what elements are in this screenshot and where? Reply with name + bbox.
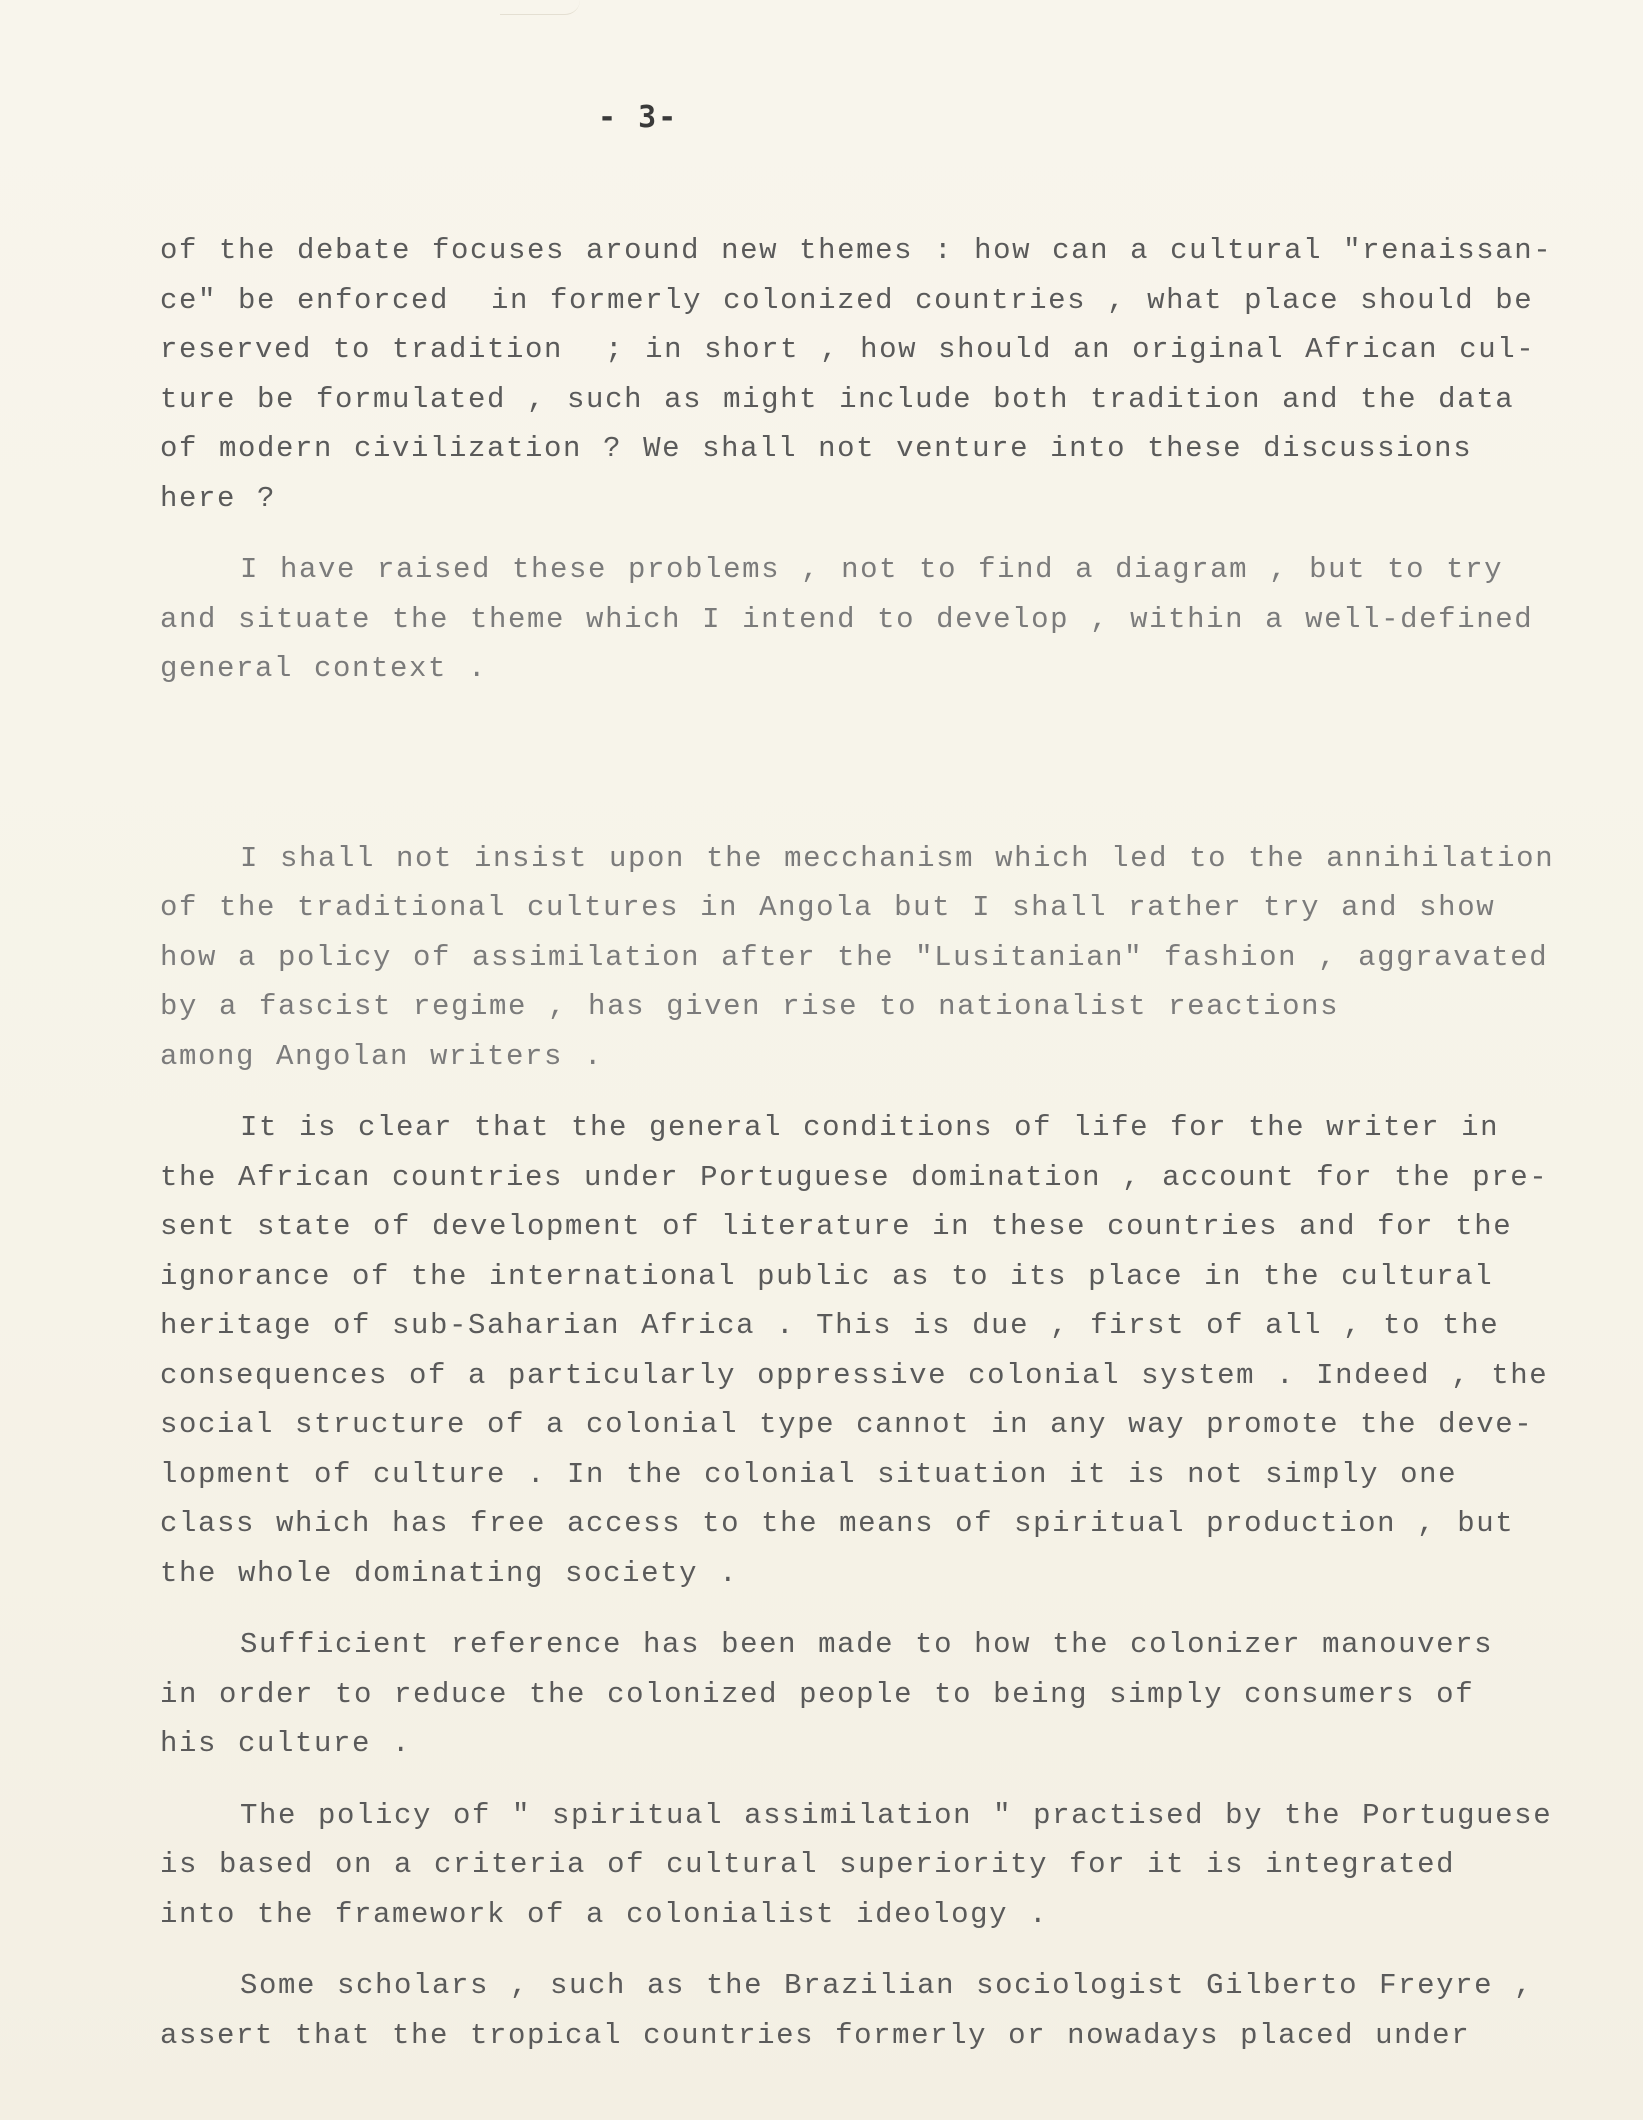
text-line: sent state of development of literature in these countries and for the xyxy=(160,1210,1513,1243)
page-number: - 3- xyxy=(598,100,679,135)
text-line: into the framework of a colonialist ideology . xyxy=(160,1897,1049,1931)
text-line: It is clear that the general conditions of life for the writer in xyxy=(240,1111,1500,1144)
text-line: assert that the tropical countries formerly or nowadays placed under xyxy=(160,2018,1471,2052)
text-line: ignorance of the international public as to its place in the cultural xyxy=(160,1259,1494,1293)
text-line: in order to reduce the colonized people to being simply consumers of xyxy=(160,1677,1475,1711)
text-line: social structure of a colonial type cannot in any way promote the deve- xyxy=(160,1408,1534,1441)
text-line: is based on a criteria of cultural superiority for it is integrated xyxy=(160,1848,1456,1881)
paragraph xyxy=(160,1103,1640,1598)
text-line: general context . xyxy=(160,652,488,685)
paragraph xyxy=(160,1620,1640,1769)
text-line: among Angolan writers . xyxy=(160,1039,604,1073)
text-line: of the traditional cultures in Angola but I shall rather try and show xyxy=(160,891,1496,924)
document-body xyxy=(160,226,1640,2060)
text-line: by a fascist regime , has given rise to nationalist reactions xyxy=(160,990,1340,1023)
text-line: the whole dominating society . xyxy=(160,1556,739,1590)
text-line: heritage of sub-Saharian Africa . This is due , first of all , to the xyxy=(160,1309,1500,1342)
paragraph xyxy=(160,1961,1640,2060)
paragraph xyxy=(160,1791,1640,1940)
paragraph xyxy=(160,226,1640,523)
text-line: here ? xyxy=(160,481,277,515)
text-line: and situate the theme which I intend to develop , within a well-defined xyxy=(160,602,1534,636)
text-line: his culture . xyxy=(160,1727,412,1760)
text-line: Some scholars , such as the Brazilian sociologist Gilberto Freyre , xyxy=(240,1969,1534,2002)
paragraph xyxy=(160,834,1640,1082)
text-line: of the debate focuses around new themes : how can a cultural "renaissan- xyxy=(160,234,1553,267)
text-line: of modern civilization ? We shall not venture into these discussions xyxy=(160,432,1473,465)
text-line: I have raised these problems , not to find a diagram , but to try xyxy=(240,553,1504,586)
paragraph xyxy=(160,545,1640,694)
text-line: the African countries under Portuguese domination , account for the pre- xyxy=(160,1160,1549,1194)
text-line: consequences of a particularly oppressive colonial system . Indeed , the xyxy=(160,1358,1549,1392)
text-line: lopment of culture . In the colonial situation it is not simply one xyxy=(160,1457,1458,1491)
text-line: I shall not insist upon the mecchanism which led to the annihilation xyxy=(240,841,1555,875)
text-line: ture be formulated , such as might include both tradition and the data xyxy=(160,382,1515,416)
paper-fold-mark xyxy=(500,0,580,15)
text-line: Sufficient reference has been made to how the colonizer manouvers xyxy=(240,1628,1494,1661)
text-line: ce" be enforced in formerly colonized countries , what place should be xyxy=(160,283,1534,317)
text-line: how a policy of assimilation after the "Lusitanian" fashion , aggravated xyxy=(160,940,1549,974)
text-line: reserved to tradition ; in short , how should an original African cul- xyxy=(160,333,1536,366)
text-line: The policy of " spiritual assimilation " practised by the Portuguese xyxy=(240,1798,1553,1832)
text-line: class which has free access to the means of spiritual production , but xyxy=(160,1507,1515,1540)
